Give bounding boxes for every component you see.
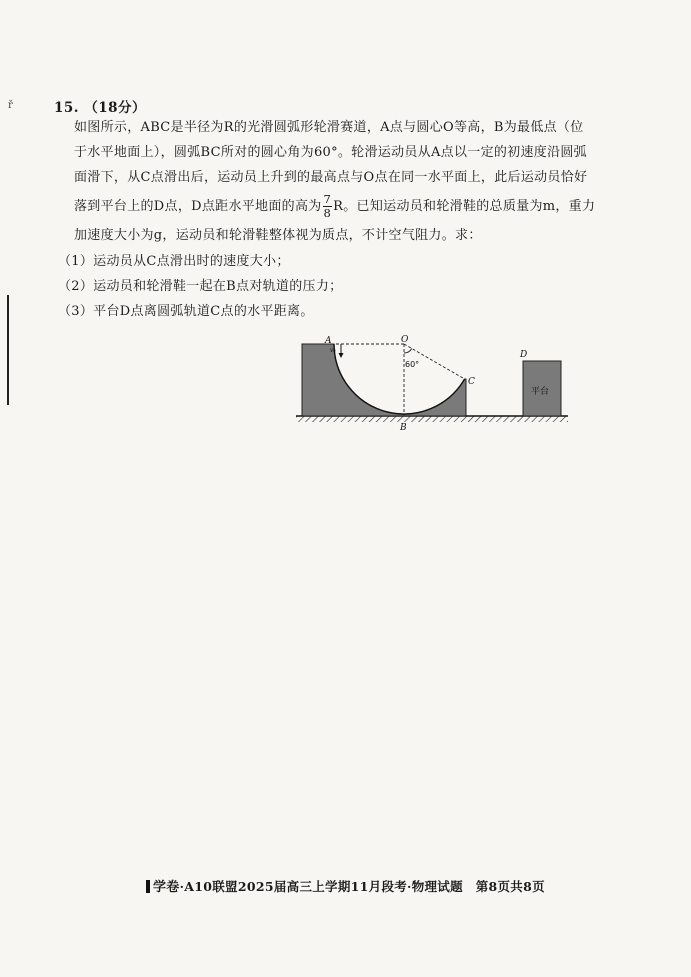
question-line-3: 面滑下，从C点滑出后，运动员上升到的最高点与O点在同一水平面上，此后运动员恰好 bbox=[74, 170, 588, 185]
label-A: A bbox=[325, 336, 332, 346]
physics-figure bbox=[294, 334, 574, 434]
footer-brand: 学卷 bbox=[153, 880, 180, 895]
label-D: D bbox=[520, 350, 528, 360]
question-number: 15. bbox=[54, 100, 79, 116]
platform-label: 平台 bbox=[531, 387, 550, 397]
label-v0: v₀ bbox=[330, 347, 336, 354]
sub-question-1: （1）运动员从C点滑出时的速度大小； bbox=[58, 254, 290, 269]
line-4-text-after: R。已知运动员和轮滑鞋的总质量为m，重力 bbox=[333, 199, 596, 214]
margin-mark: ř bbox=[8, 100, 13, 111]
line-4-text-before: 落到平台上的D点，D点距水平地面的高为 bbox=[74, 199, 322, 214]
left-track-block bbox=[302, 344, 404, 416]
question-line-5: 加速度大小为g，运动员和轮滑鞋整体视为质点，不计空气阻力。求： bbox=[74, 228, 482, 243]
angle-arc bbox=[404, 349, 412, 354]
label-O: O bbox=[401, 335, 409, 345]
right-track-block bbox=[404, 379, 466, 416]
ground-hatch bbox=[296, 416, 568, 422]
fraction-denominator: 8 bbox=[323, 206, 332, 220]
sub-question-3: （3）平台D点离圆弧轨道C点的水平距离。 bbox=[58, 304, 314, 319]
label-angle: 60° bbox=[405, 360, 420, 369]
footer-text: ·A10联盟2025届高三上学期11月段考·物理试题 第8页共8页 bbox=[179, 879, 545, 894]
fraction-numerator: 7 bbox=[323, 192, 332, 206]
label-C: C bbox=[468, 377, 475, 387]
page-footer bbox=[146, 876, 545, 895]
velocity-arrowhead bbox=[339, 353, 344, 358]
sub-question-2: （2）运动员和轮滑鞋一起在B点对轨道的压力； bbox=[58, 279, 343, 294]
fraction bbox=[323, 193, 333, 220]
question-header bbox=[54, 96, 146, 116]
label-B: B bbox=[400, 423, 407, 433]
question-line-1: 如图所示，ABC是半径为R的光滑圆弧形轮滑赛道，A点与圆心O等高，B为最低点（位 bbox=[74, 120, 584, 135]
footer-bar-icon bbox=[146, 880, 150, 893]
question-points: （18分） bbox=[84, 100, 146, 116]
binding-line bbox=[7, 295, 9, 405]
question-line-2: 于水平地面上），圆弧BC所对的圆心角为60°。轮滑运动员从A点以一定的初速度沿圆弧 bbox=[74, 145, 587, 160]
question-line-4 bbox=[74, 193, 614, 220]
